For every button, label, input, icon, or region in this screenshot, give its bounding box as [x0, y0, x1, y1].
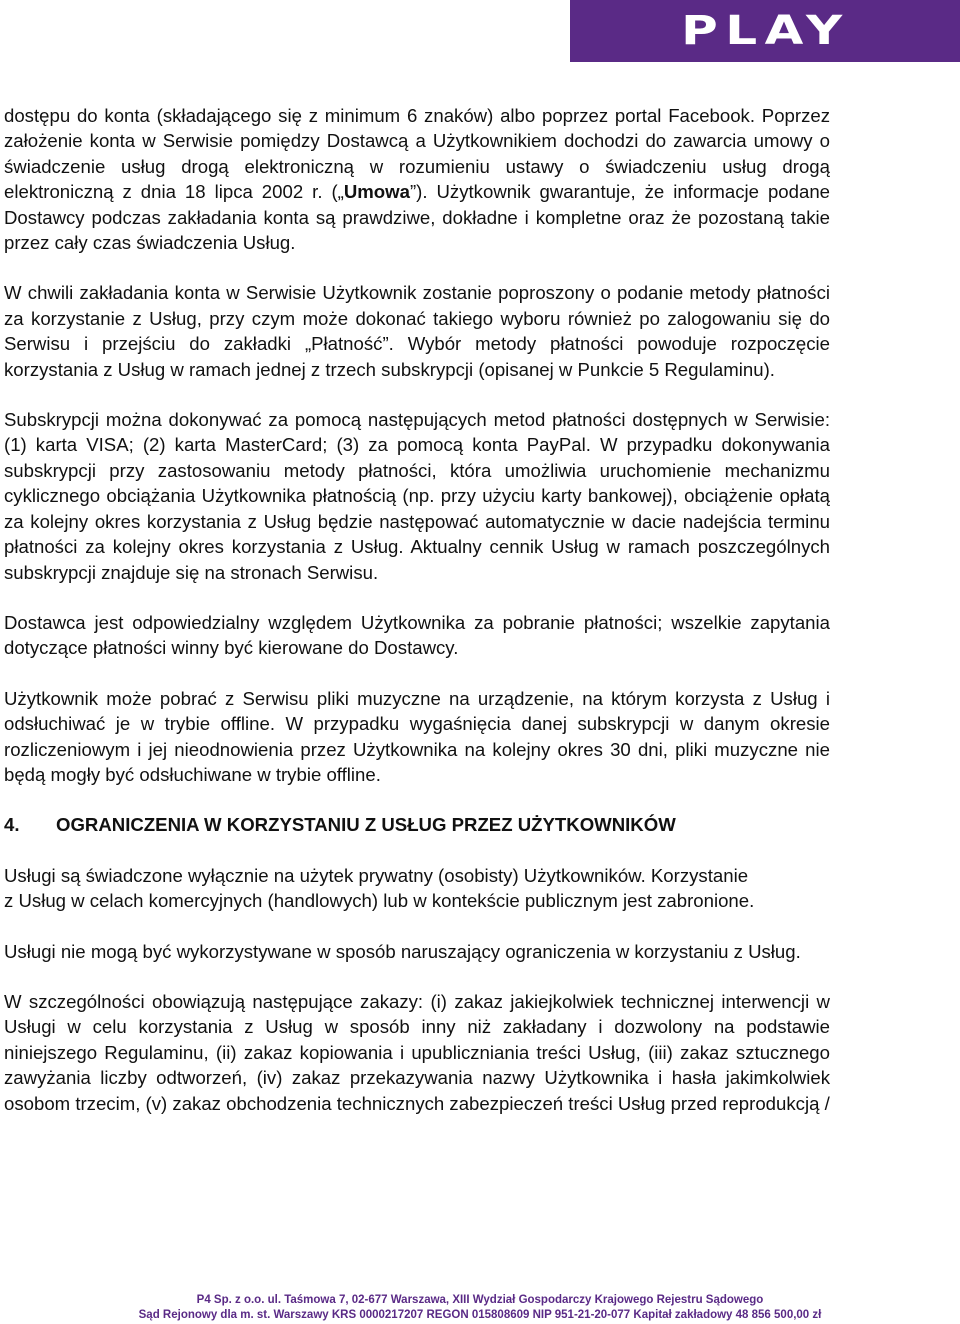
page-footer — [0, 1293, 960, 1323]
section-number: 4. — [4, 814, 20, 836]
paragraph-payment-method: W chwili zakładania konta w Serwisie Użytkownik zostanie poproszony o podanie metody płatności za korzystanie z Usług, przy czym może dokonać takiego wyboru również po zalogowaniu się do Serwisu i przejściu do zakładki „Płatność”. Wybór metody płatności powoduje rozpoczęcie korzystania z Usług w ramach jednej z trzech subskrypcji (opisanej w Punkcie 5 Regulaminu). — [4, 282, 830, 380]
bold-term-umowa: Umowa — [343, 181, 410, 203]
paragraph-line: z Usług w celach komercyjnych (handlowych) lub w kontekście publicznym jest zabronione. — [4, 890, 755, 912]
paragraph-offline-files: Użytkownik może pobrać z Serwisu pliki muzyczne na urządzenie, na którym korzysta z Usług i odsłuchiwać je w trybie offline. W przypadku wygaśnięcia danej subskrypcji w danym okresie rozliczeniowym i jej nieodnowienia przez Użytkownika na kolejny okres 30 dni, pliki muzyczne nie będą mogły być odsłuchiwane w trybie offline. — [4, 687, 830, 785]
paragraph-text: dostępu do konta (składającego się z minimum 6 znaków) albo poprzez portal Facebook. Poprzez założenie konta w Serwisie pomiędzy Dostawcą a Użytkownikiem dochodzi do zawarcia umowy o świadczenie usług drogą elektroniczną w rozumieniu ustawy o świadczeniu usług drogą elektroniczną z dnia 18 lipca 2002 r. („ — [4, 105, 830, 203]
paragraph-private-use — [4, 863, 830, 914]
footer-registry-line: Sąd Rejonowy dla m. st. Warszawy KRS 0000217207 REGON 015808609 NIP 951-21-20-077 Kapitał zakładowy 48 856 500,00 zł — [138, 1309, 822, 1321]
play-logo — [570, 0, 960, 62]
paragraph-line: Usługi są świadczone wyłącznie na użytek prywatny (osobisty) Użytkowników. Korzystanie — [4, 864, 749, 886]
paragraph-prohibitions: W szczególności obowiązują następujące zakazy: (i) zakaz jakiejkolwiek technicznej interwencji w Usługi w celu korzystania z Usług w sposób inny niż zakładany i dozwolony na podstawie niniejszego Regulaminu, (ii) zakaz kopiowania i upubliczniania treści Usług, (iii) zakaz sztucznego zawyżania liczby odtworzeń, (iv) zakaz przekazywania nazwy Użytkownika i hasła jakimkolwiek osobom trzecim, (v) zakaz obchodzenia technicznych zabezpieczeń treści Usług przed reprodukcją / — [4, 990, 830, 1114]
paragraph-usage-restrictions: Usługi nie mogą być wykorzystywane w sposób naruszający ograniczenia w korzystaniu z Usług. — [4, 940, 801, 962]
section-title: OGRANICZENIA W KORZYSTANIU Z USŁUG PRZEZ UŻYTKOWNIKÓW — [56, 814, 676, 836]
paragraph-subscription-methods: Subskrypcji można dokonywać za pomocą następujących metod płatności dostępnych w Serwisie: (1) karta VISA; (2) karta MasterCard; (3) za pomocą konta PayPal. W przypadku dokonywania subskrypcji przy zastosowaniu metody płatności, która umożliwia uruchomienie mechanizmu cyklicznego obciążania Użytkownika płatnością (np. przy użyciu karty bankowej), obciążenie opłatą za kolejny okres korzystania z Usług będzie następować automatycznie w dacie nadejścia terminu płatności za kolejny okres korzystania z Usług. Aktualny cennik Usług w ramach poszczególnych subskrypcji znajduje się na stronach Serwisu. — [4, 409, 830, 583]
footer-company-line: P4 Sp. z o.o. ul. Taśmowa 7, 02-677 Warszawa, XIII Wydział Gospodarczy Krajowego Rejestru Sądowego — [196, 1294, 764, 1306]
document-body — [4, 103, 830, 1141]
section-heading — [4, 812, 830, 837]
paragraph-account-agreement — [4, 103, 830, 255]
paragraph-provider-responsibility: Dostawca jest odpowiedzialny względem Użytkownika za pobranie płatności; wszelkie zapytania dotyczące płatności winny być kierowane do Dostawcy. — [4, 611, 830, 659]
paragraph-text: ”). Użytkownik gwarantuje, że informacje podane Dostawcy podczas zakładania konta są prawdziwe, dokładne i kompletne oraz że pozostaną takie przez cały czas świadczenia Usług. — [4, 181, 831, 254]
logo-text: PLAY — [680, 8, 850, 54]
